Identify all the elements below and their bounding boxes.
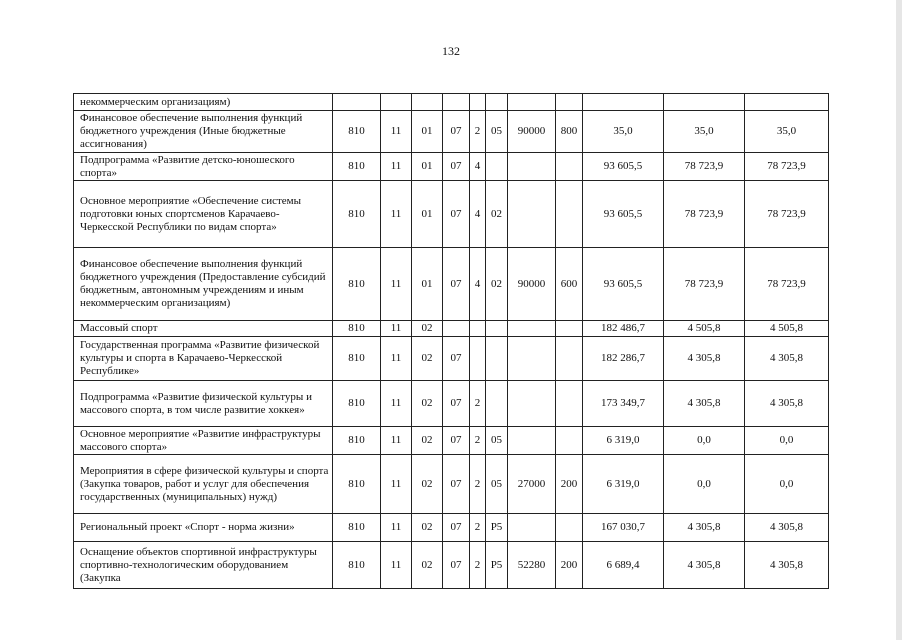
amount-year-2: 4 305,8 bbox=[664, 514, 745, 542]
expense-type: 800 bbox=[556, 111, 583, 153]
section-code bbox=[381, 94, 412, 111]
direction-code: 90000 bbox=[508, 111, 556, 153]
amount-year-1: 6 689,4 bbox=[583, 542, 664, 589]
subsection-code: 02 bbox=[412, 455, 443, 514]
program-code: 07 bbox=[443, 153, 470, 181]
direction-code: 52280 bbox=[508, 542, 556, 589]
program-code bbox=[443, 321, 470, 337]
expense-type bbox=[556, 321, 583, 337]
scan-edge bbox=[896, 0, 902, 640]
grbs-code: 810 bbox=[333, 455, 381, 514]
subsection-code: 02 bbox=[412, 542, 443, 589]
event-code: 02 bbox=[486, 181, 508, 248]
amount-year-1: 93 605,5 bbox=[583, 153, 664, 181]
amount-year-3: 78 723,9 bbox=[745, 153, 829, 181]
expense-type: 600 bbox=[556, 248, 583, 321]
amount-year-1 bbox=[583, 94, 664, 111]
expense-type bbox=[556, 94, 583, 111]
amount-year-3: 0,0 bbox=[745, 455, 829, 514]
row-name: Финансовое обеспечение выполнения функций бюджетного учреждения (Предоставление субсидий бюджетным, автономным учреждениям и иным некоммерческим организациям) bbox=[74, 248, 333, 321]
expense-type: 200 bbox=[556, 455, 583, 514]
event-code: 02 bbox=[486, 248, 508, 321]
table-row bbox=[74, 514, 829, 542]
amount-year-3: 4 305,8 bbox=[745, 381, 829, 427]
amount-year-3: 4 305,8 bbox=[745, 514, 829, 542]
program-code: 07 bbox=[443, 514, 470, 542]
table-row bbox=[74, 337, 829, 381]
subprogram-code: 2 bbox=[470, 514, 486, 542]
amount-year-2: 0,0 bbox=[664, 427, 745, 455]
expense-type bbox=[556, 514, 583, 542]
amount-year-2: 78 723,9 bbox=[664, 181, 745, 248]
subsection-code: 02 bbox=[412, 381, 443, 427]
expense-type bbox=[556, 153, 583, 181]
grbs-code: 810 bbox=[333, 181, 381, 248]
row-name: Подпрограмма «Развитие детско-юношеского спорта» bbox=[74, 153, 333, 181]
subprogram-code bbox=[470, 337, 486, 381]
direction-code bbox=[508, 321, 556, 337]
section-code: 11 bbox=[381, 153, 412, 181]
amount-year-2 bbox=[664, 94, 745, 111]
row-name: Мероприятия в сфере физической культуры и спорта (Закупка товаров, работ и услуг для обеспечения государственных (муниципальных) нужд) bbox=[74, 455, 333, 514]
row-name: Оснащение объектов спортивной инфраструктуры спортивно-технологическим оборудованием (Закупка bbox=[74, 542, 333, 589]
section-code: 11 bbox=[381, 337, 412, 381]
amount-year-3 bbox=[745, 94, 829, 111]
program-code: 07 bbox=[443, 181, 470, 248]
amount-year-2: 0,0 bbox=[664, 455, 745, 514]
event-code: P5 bbox=[486, 542, 508, 589]
grbs-code: 810 bbox=[333, 542, 381, 589]
amount-year-1: 93 605,5 bbox=[583, 248, 664, 321]
section-code: 11 bbox=[381, 321, 412, 337]
subsection-code: 01 bbox=[412, 181, 443, 248]
page-number: 132 bbox=[442, 44, 460, 58]
table-row bbox=[74, 427, 829, 455]
subsection-code bbox=[412, 94, 443, 111]
direction-code bbox=[508, 94, 556, 111]
amount-year-1: 93 605,5 bbox=[583, 181, 664, 248]
amount-year-2: 4 505,8 bbox=[664, 321, 745, 337]
amount-year-3: 4 505,8 bbox=[745, 321, 829, 337]
amount-year-1: 167 030,7 bbox=[583, 514, 664, 542]
subprogram-code: 2 bbox=[470, 111, 486, 153]
table-row bbox=[74, 381, 829, 427]
expense-type bbox=[556, 381, 583, 427]
program-code: 07 bbox=[443, 248, 470, 321]
table-row bbox=[74, 94, 829, 111]
direction-code bbox=[508, 381, 556, 427]
event-code: P5 bbox=[486, 514, 508, 542]
grbs-code: 810 bbox=[333, 514, 381, 542]
expense-type bbox=[556, 337, 583, 381]
section-code: 11 bbox=[381, 181, 412, 248]
expense-type bbox=[556, 181, 583, 248]
amount-year-2: 4 305,8 bbox=[664, 381, 745, 427]
section-code: 11 bbox=[381, 111, 412, 153]
program-code: 07 bbox=[443, 381, 470, 427]
program-code: 07 bbox=[443, 337, 470, 381]
budget-table bbox=[73, 93, 829, 589]
direction-code: 27000 bbox=[508, 455, 556, 514]
table-row bbox=[74, 181, 829, 248]
subsection-code: 01 bbox=[412, 111, 443, 153]
event-code bbox=[486, 381, 508, 427]
amount-year-2: 4 305,8 bbox=[664, 542, 745, 589]
subprogram-code: 2 bbox=[470, 381, 486, 427]
amount-year-3: 4 305,8 bbox=[745, 337, 829, 381]
subprogram-code: 4 bbox=[470, 248, 486, 321]
grbs-code: 810 bbox=[333, 248, 381, 321]
row-name: Основное мероприятие «Развитие инфраструктуры массового спорта» bbox=[74, 427, 333, 455]
expense-type bbox=[556, 427, 583, 455]
amount-year-2: 78 723,9 bbox=[664, 248, 745, 321]
amount-year-3: 78 723,9 bbox=[745, 181, 829, 248]
subprogram-code: 2 bbox=[470, 427, 486, 455]
grbs-code: 810 bbox=[333, 321, 381, 337]
grbs-code: 810 bbox=[333, 427, 381, 455]
row-name: Государственная программа «Развитие физической культуры и спорта в Карачаево-Черкесской Республике» bbox=[74, 337, 333, 381]
subsection-code: 02 bbox=[412, 321, 443, 337]
program-code: 07 bbox=[443, 455, 470, 514]
section-code: 11 bbox=[381, 381, 412, 427]
grbs-code bbox=[333, 94, 381, 111]
row-name: некоммерческим организациям) bbox=[74, 94, 333, 111]
grbs-code: 810 bbox=[333, 337, 381, 381]
program-code bbox=[443, 94, 470, 111]
section-code: 11 bbox=[381, 514, 412, 542]
program-code: 07 bbox=[443, 542, 470, 589]
subprogram-code bbox=[470, 321, 486, 337]
row-name: Финансовое обеспечение выполнения функций бюджетного учреждения (Иные бюджетные ассигнования) bbox=[74, 111, 333, 153]
event-code bbox=[486, 153, 508, 181]
expense-type: 200 bbox=[556, 542, 583, 589]
subprogram-code: 2 bbox=[470, 542, 486, 589]
amount-year-1: 182 486,7 bbox=[583, 321, 664, 337]
amount-year-3: 4 305,8 bbox=[745, 542, 829, 589]
event-code bbox=[486, 321, 508, 337]
amount-year-2: 78 723,9 bbox=[664, 153, 745, 181]
grbs-code: 810 bbox=[333, 381, 381, 427]
program-code: 07 bbox=[443, 427, 470, 455]
section-code: 11 bbox=[381, 248, 412, 321]
table-row bbox=[74, 542, 829, 589]
table-row bbox=[74, 111, 829, 153]
subprogram-code: 4 bbox=[470, 181, 486, 248]
subsection-code: 02 bbox=[412, 514, 443, 542]
direction-code bbox=[508, 337, 556, 381]
row-name: Региональный проект «Спорт - норма жизни» bbox=[74, 514, 333, 542]
subsection-code: 01 bbox=[412, 153, 443, 181]
subsection-code: 01 bbox=[412, 248, 443, 321]
subprogram-code: 2 bbox=[470, 455, 486, 514]
amount-year-1: 35,0 bbox=[583, 111, 664, 153]
amount-year-1: 173 349,7 bbox=[583, 381, 664, 427]
event-code: 05 bbox=[486, 455, 508, 514]
table-row bbox=[74, 153, 829, 181]
direction-code: 90000 bbox=[508, 248, 556, 321]
section-code: 11 bbox=[381, 455, 412, 514]
event-code: 05 bbox=[486, 427, 508, 455]
section-code: 11 bbox=[381, 427, 412, 455]
direction-code bbox=[508, 514, 556, 542]
row-name: Основное мероприятие «Обеспечение системы подготовки юных спортсменов Карачаево-Черкесской Республики по видам спорта» bbox=[74, 181, 333, 248]
table-row bbox=[74, 455, 829, 514]
table-row bbox=[74, 248, 829, 321]
section-code: 11 bbox=[381, 542, 412, 589]
grbs-code: 810 bbox=[333, 111, 381, 153]
subprogram-code bbox=[470, 94, 486, 111]
table-body bbox=[74, 94, 829, 589]
amount-year-2: 4 305,8 bbox=[664, 337, 745, 381]
amount-year-3: 0,0 bbox=[745, 427, 829, 455]
direction-code bbox=[508, 153, 556, 181]
program-code: 07 bbox=[443, 111, 470, 153]
subsection-code: 02 bbox=[412, 337, 443, 381]
row-name: Массовый спорт bbox=[74, 321, 333, 337]
amount-year-2: 35,0 bbox=[664, 111, 745, 153]
row-name: Подпрограмма «Развитие физической культуры и массового спорта, в том числе развитие хоккея» bbox=[74, 381, 333, 427]
amount-year-1: 6 319,0 bbox=[583, 455, 664, 514]
amount-year-1: 182 286,7 bbox=[583, 337, 664, 381]
subsection-code: 02 bbox=[412, 427, 443, 455]
direction-code bbox=[508, 181, 556, 248]
event-code bbox=[486, 94, 508, 111]
direction-code bbox=[508, 427, 556, 455]
amount-year-3: 35,0 bbox=[745, 111, 829, 153]
grbs-code: 810 bbox=[333, 153, 381, 181]
table-row bbox=[74, 321, 829, 337]
subprogram-code: 4 bbox=[470, 153, 486, 181]
amount-year-1: 6 319,0 bbox=[583, 427, 664, 455]
event-code bbox=[486, 337, 508, 381]
event-code: 05 bbox=[486, 111, 508, 153]
amount-year-3: 78 723,9 bbox=[745, 248, 829, 321]
